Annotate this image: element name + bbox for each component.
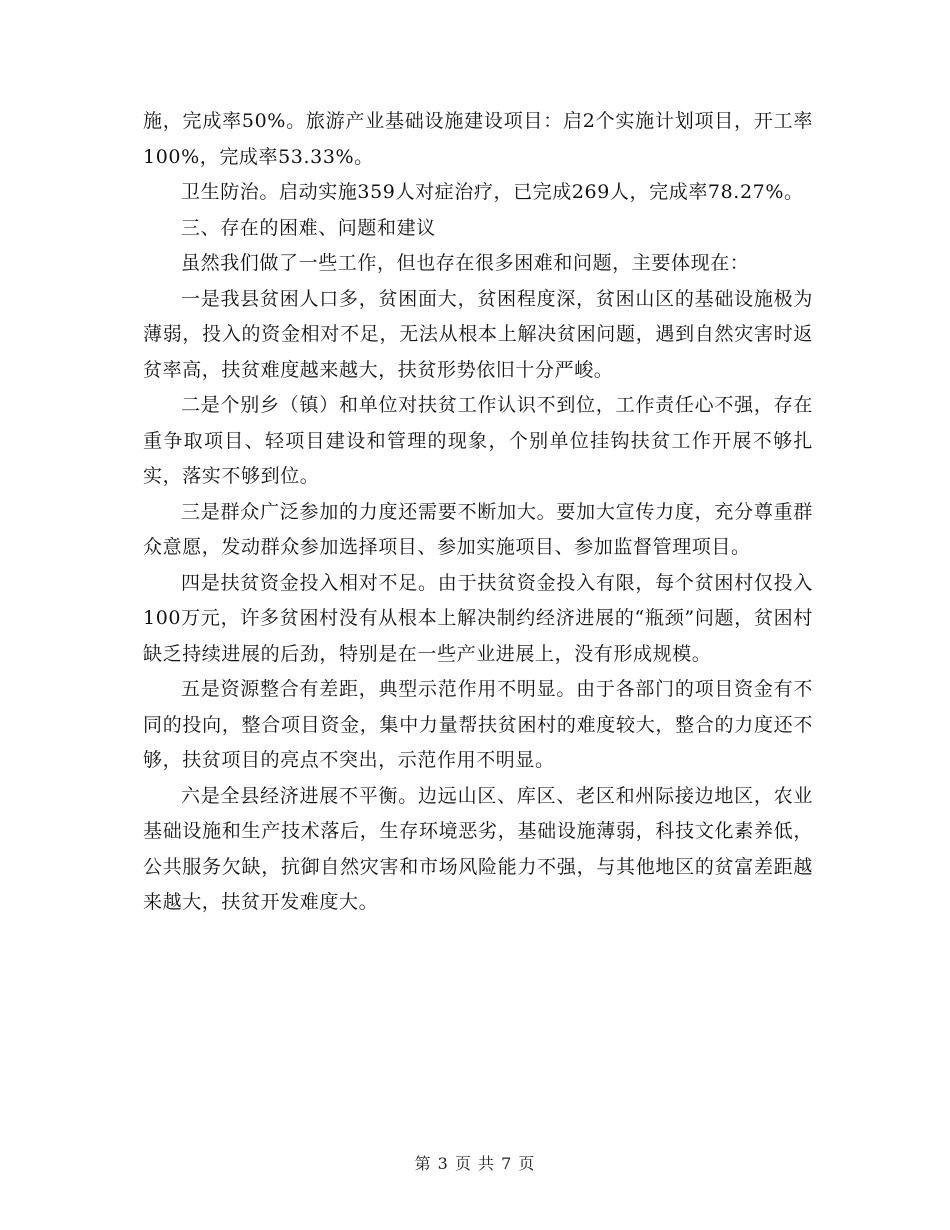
paragraph-point-1: 一是我县贫困人口多，贫困面大，贫困程度深，贫困山区的基础设施极为薄弱，投入的资金相对不足，无法从根本上解决贫困问题，遇到自然灾害时返贫率高，扶贫难度越来越大，扶贫形势依旧十分严峻。	[143, 287, 813, 381]
paragraph-tourism-continuation: 施，完成率50%。旅游产业基础设施建设项目：启2个实施计划项目，开工率100%，完成率53.33%。	[143, 110, 813, 168]
page-number-footer: 第 3 页 共 7 页	[414, 1154, 536, 1173]
paragraph-point-5: 五是资源整合有差距，典型示范作用不明显。由于各部门的项目资金有不同的投向，整合项目资金，集中力量帮扶贫困村的难度较大，整合的力度还不够，扶贫项目的亮点不突出，示范作用不明显。	[143, 678, 813, 771]
paragraph-health: 卫生防治。启动实施359人对症治疗，已完成269人，完成率78.27%。	[181, 181, 804, 203]
paragraph-point-2: 二是个别乡（镇）和单位对扶贫工作认识不到位，工作责任心不强，存在重争取项目、轻项目建设和管理的现象，个别单位挂钩扶贫工作开展不够扎实，落实不够到位。	[143, 394, 813, 487]
paragraph-point-6: 六是全县经济进展不平衡。边远山区、库区、老区和州际接边地区，农业基础设施和生产技术落后，生存环境恶劣，基础设施薄弱，科技文化素养低，公共服务欠缺，抗御自然灾害和市场风险能力不强，与其他地区的贫富差距越来越大，扶贫开发难度大。	[143, 784, 813, 913]
paragraph-point-3: 三是群众广泛参加的力度还需要不断加大。要加大宣传力度，充分尊重群众意愿，发动群众参加选择项目、参加实施项目、参加监督管理项目。	[143, 500, 813, 558]
document-body	[143, 104, 813, 921]
paragraph-point-4: 四是扶贫资金投入相对不足。由于扶贫资金投入有限，每个贫困村仅投入100万元，许多贫困村没有从根本上解决制约经济进展的“瓶颈”问题，贫困村缺乏持续进展的后劲，特别是在一些产业进展上，没有形成规模。	[143, 571, 813, 665]
section-heading-difficulties: 三、存在的困难、问题和建议	[181, 216, 436, 239]
paragraph-intro: 虽然我们做了一些工作，但也存在很多困难和问题，主要体现在：	[181, 252, 750, 274]
